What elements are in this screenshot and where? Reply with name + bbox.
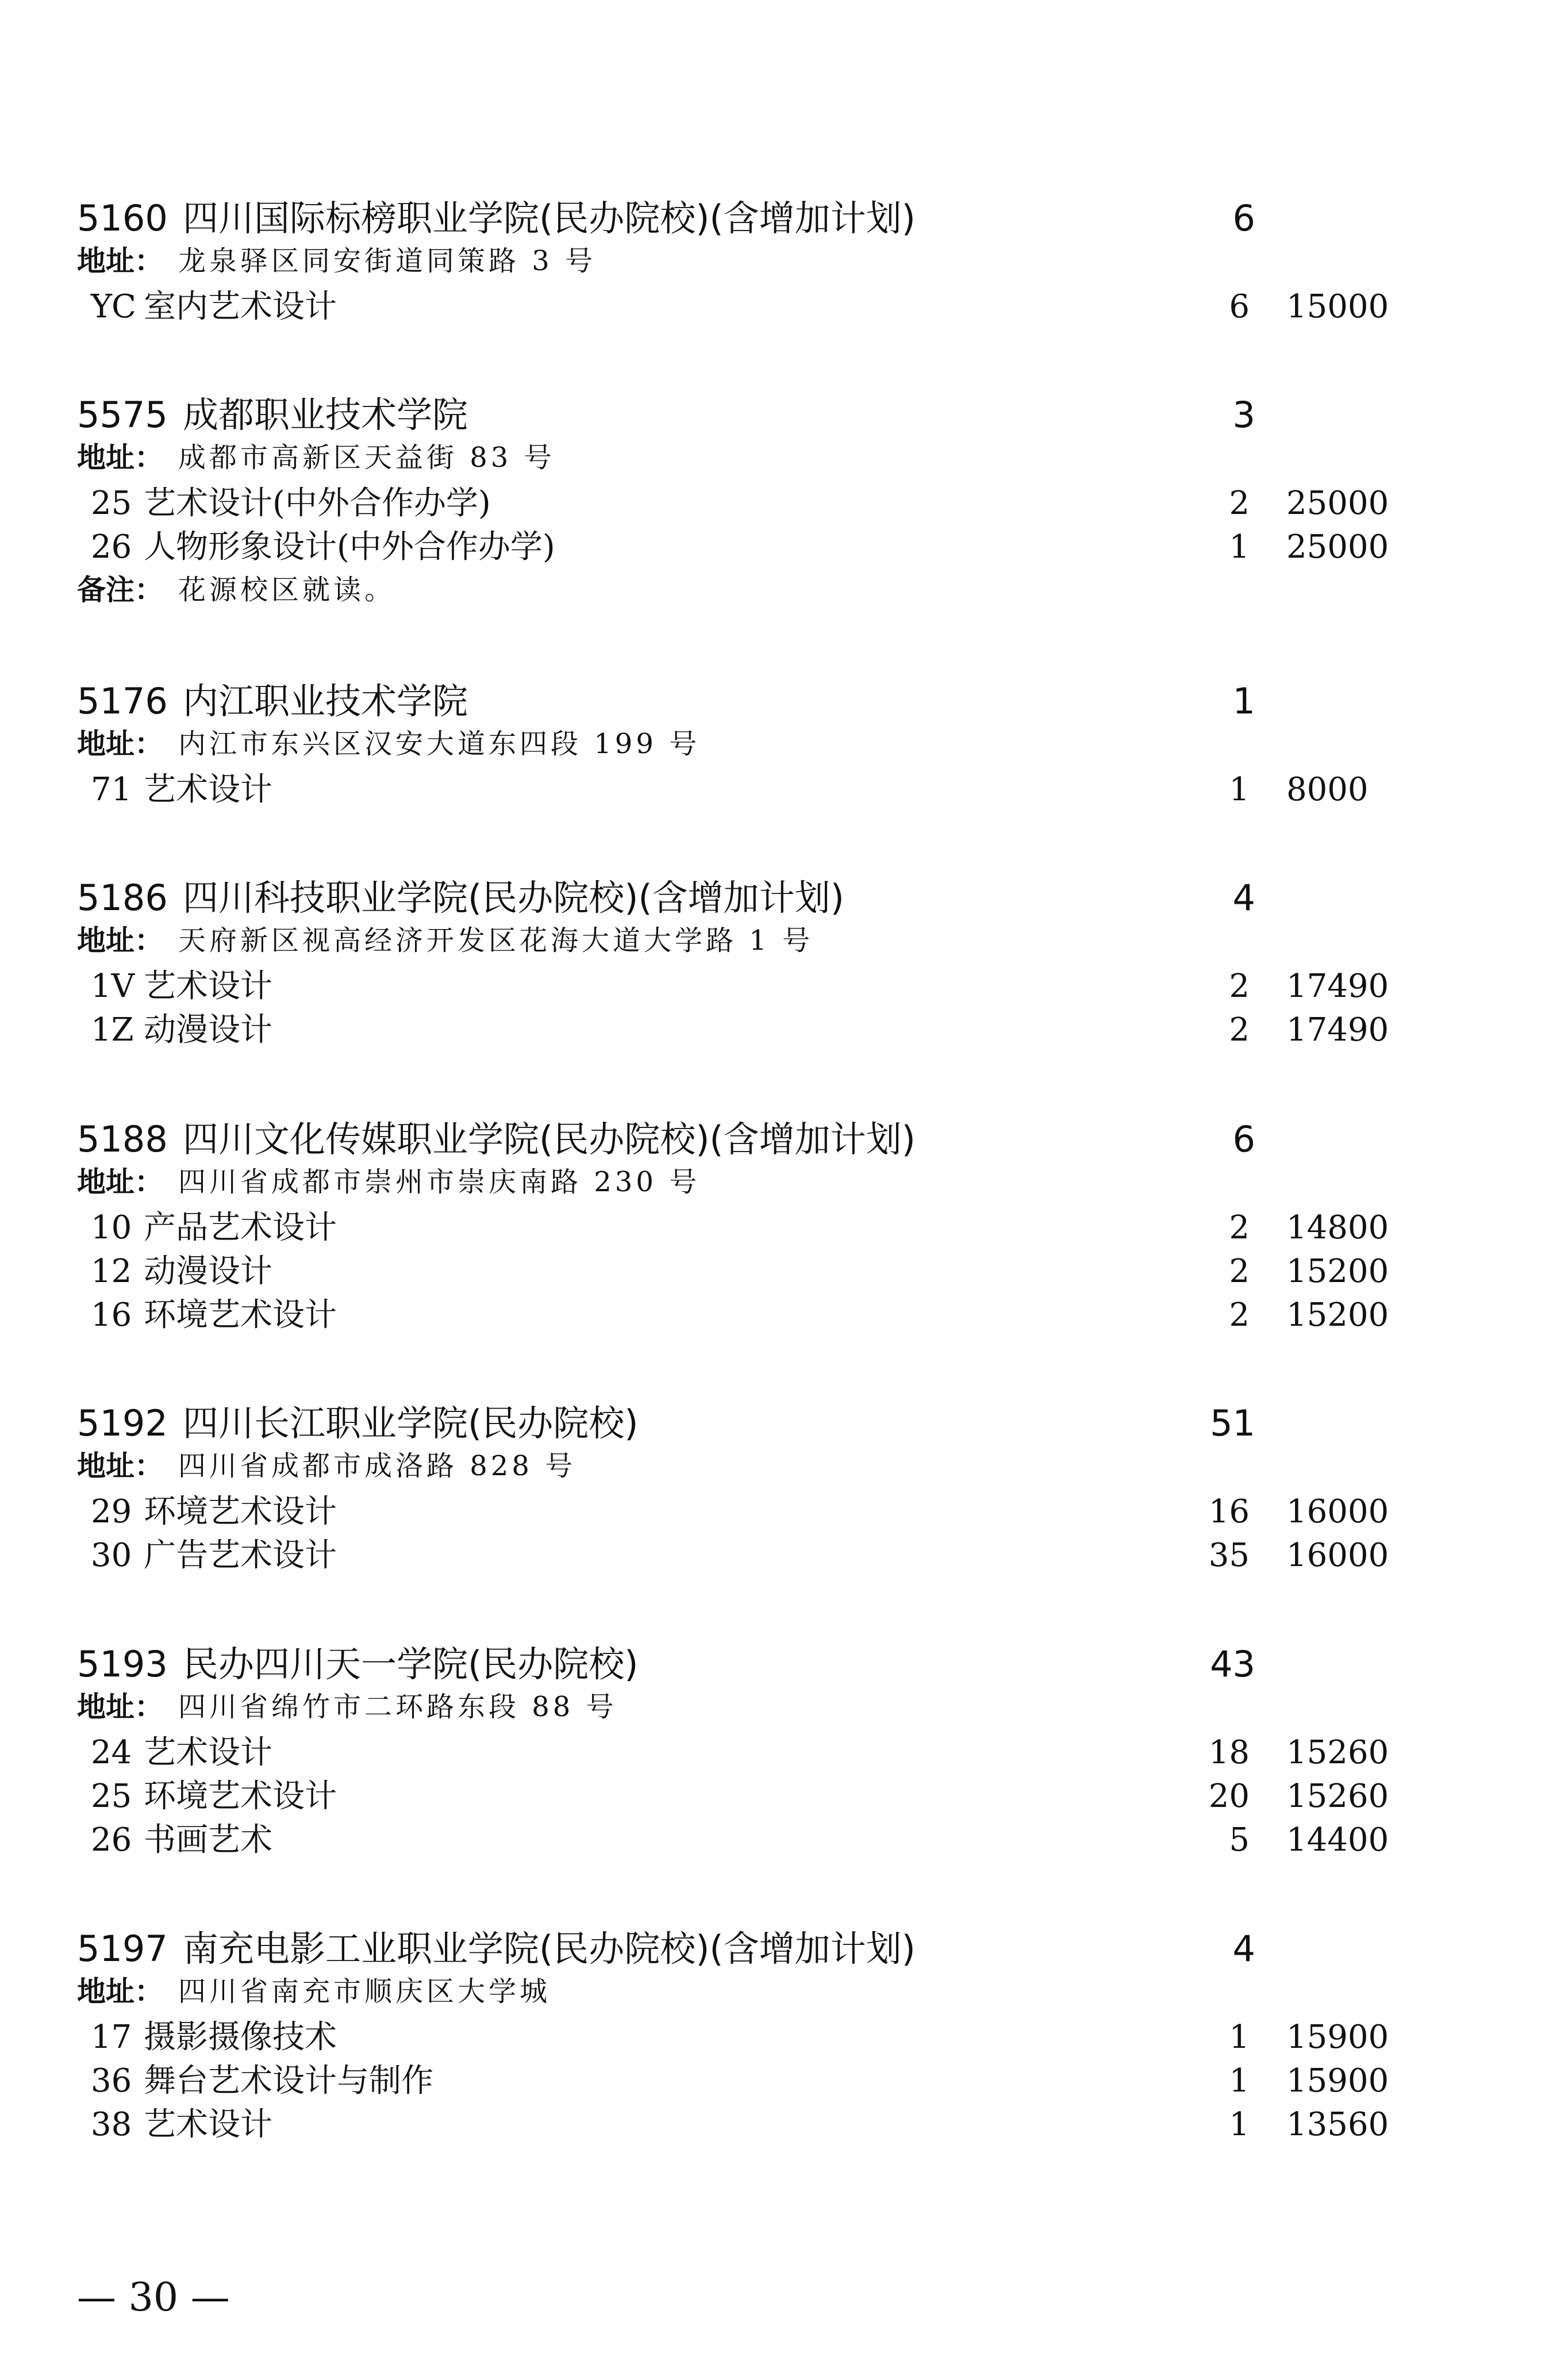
address-label: 地址： xyxy=(77,1165,163,1199)
major-count: 1 xyxy=(1229,2106,1250,2143)
major-code: 36 xyxy=(91,2062,132,2100)
institution-total: 6 xyxy=(1232,197,1255,239)
institution-total: 1 xyxy=(1232,680,1255,722)
institution-header xyxy=(0,1116,1568,1162)
major-fee: 15260 xyxy=(1286,1734,1389,1771)
major-count: 2 xyxy=(1229,485,1250,522)
institution-address-line xyxy=(0,1162,1568,1202)
address-label: 地址： xyxy=(77,924,163,957)
institution-code: 5192 xyxy=(77,1402,168,1444)
address-text: 四川省成都市成洛路 828 号 xyxy=(178,1450,577,1482)
major-fee: 16000 xyxy=(1286,1537,1389,1574)
address-text: 四川省绵竹市二环路东段 88 号 xyxy=(178,1691,617,1723)
major-code: 1V xyxy=(91,968,135,1005)
major-name: 室内艺术设计 xyxy=(144,288,337,325)
major-count: 2 xyxy=(1229,1011,1250,1049)
major-code: 17 xyxy=(91,2019,132,2056)
address-label: 地址： xyxy=(77,244,163,278)
major-name: 环境艺术设计 xyxy=(144,1493,337,1530)
institution-name: 南充电影工业职业学院(民办院校)(含增加计划) xyxy=(183,1928,916,1970)
major-name: 艺术设计 xyxy=(144,1734,272,1771)
major-row xyxy=(0,2060,1568,2102)
major-code: 26 xyxy=(91,528,132,566)
major-name: 动漫设计 xyxy=(144,1011,272,1049)
major-row xyxy=(0,286,1568,328)
major-count: 1 xyxy=(1229,771,1250,808)
major-name: 书画艺术 xyxy=(144,1821,272,1859)
major-row xyxy=(0,527,1568,568)
address-text: 成都市高新区天益街 83 号 xyxy=(178,442,555,474)
major-count: 5 xyxy=(1229,1821,1250,1859)
major-count: 2 xyxy=(1229,1209,1250,1246)
major-count: 20 xyxy=(1208,1778,1250,1815)
major-name: 艺术设计(中外合作办学) xyxy=(144,485,491,522)
major-count: 2 xyxy=(1229,968,1250,1005)
major-name: 环境艺术设计 xyxy=(144,1296,337,1334)
institution-name: 内江职业技术学院 xyxy=(183,680,468,722)
institution-address-line xyxy=(0,724,1568,763)
major-count: 1 xyxy=(1229,2019,1250,2056)
address-label: 地址： xyxy=(77,441,163,474)
major-row xyxy=(0,1732,1568,1774)
major-code: 25 xyxy=(91,485,132,522)
institution-address-line xyxy=(0,1446,1568,1486)
institution-name: 民办四川天一学院(民办院校) xyxy=(183,1643,639,1685)
institution-address-line xyxy=(0,241,1568,281)
major-fee: 14800 xyxy=(1286,1209,1389,1246)
institution-address-line xyxy=(0,921,1568,960)
major-code: 26 xyxy=(91,1821,132,1859)
major-fee: 25000 xyxy=(1286,485,1389,522)
major-fee: 13560 xyxy=(1286,2106,1389,2143)
major-name: 产品艺术设计 xyxy=(144,1209,337,1246)
major-code: 30 xyxy=(91,1537,132,1574)
major-code: 10 xyxy=(91,1209,132,1246)
major-row xyxy=(0,1207,1568,1249)
institution-total: 51 xyxy=(1210,1402,1255,1444)
major-fee: 17490 xyxy=(1286,968,1389,1005)
institution-code: 5176 xyxy=(77,680,168,722)
note-text: 花源校区就读。 xyxy=(178,574,396,606)
institution-total: 4 xyxy=(1232,1928,1255,1970)
major-row xyxy=(0,1820,1568,1861)
major-code: YC xyxy=(91,288,136,325)
institution-code: 5193 xyxy=(77,1643,168,1685)
major-name: 摄影摄像技术 xyxy=(144,2019,337,2056)
institution-code: 5160 xyxy=(77,197,168,239)
address-label: 地址： xyxy=(77,1690,163,1724)
major-name: 舞台艺术设计与制作 xyxy=(144,2062,433,2100)
address-label: 地址： xyxy=(77,1449,163,1483)
major-fee: 15900 xyxy=(1286,2062,1389,2100)
major-fee: 17490 xyxy=(1286,1011,1389,1049)
institution-name: 四川科技职业学院(民办院校)(含增加计划) xyxy=(183,877,844,919)
major-row xyxy=(0,483,1568,524)
address-label: 地址： xyxy=(77,727,163,761)
major-fee: 15000 xyxy=(1286,288,1389,325)
institution-code: 5575 xyxy=(77,394,168,436)
major-count: 2 xyxy=(1229,1253,1250,1290)
page-number: — 30 — xyxy=(77,2275,230,2320)
institution-header xyxy=(0,875,1568,921)
institution-address-line xyxy=(0,1972,1568,2011)
major-row xyxy=(0,2017,1568,2058)
institution-code: 5188 xyxy=(77,1118,168,1160)
major-name: 艺术设计 xyxy=(144,968,272,1005)
institution-total: 3 xyxy=(1232,394,1255,436)
major-fee: 16000 xyxy=(1286,1493,1389,1530)
major-name: 广告艺术设计 xyxy=(144,1537,337,1574)
major-fee: 14400 xyxy=(1286,1821,1389,1859)
institution-header xyxy=(0,392,1568,438)
major-name: 环境艺术设计 xyxy=(144,1778,337,1815)
major-row xyxy=(0,966,1568,1007)
major-code: 16 xyxy=(91,1296,132,1334)
major-code: 1Z xyxy=(91,1011,134,1049)
major-row xyxy=(0,1295,1568,1336)
institution-header xyxy=(0,1926,1568,1972)
address-text: 天府新区视高经济开发区花海大道大学路 1 号 xyxy=(178,924,814,957)
major-code: 24 xyxy=(91,1734,132,1771)
major-count: 6 xyxy=(1229,288,1250,325)
institution-code: 5186 xyxy=(77,877,168,919)
major-fee: 15260 xyxy=(1286,1778,1389,1815)
major-fee: 15900 xyxy=(1286,2019,1389,2056)
major-name: 艺术设计 xyxy=(144,771,272,808)
major-row xyxy=(0,1491,1568,1533)
major-code: 29 xyxy=(91,1493,132,1530)
address-label: 地址： xyxy=(77,1975,163,2008)
address-text: 内江市东兴区汉安大道东四段 199 号 xyxy=(178,728,701,760)
institution-total: 4 xyxy=(1232,877,1255,919)
major-row xyxy=(0,1010,1568,1051)
institution-address-line xyxy=(0,438,1568,477)
institution-name: 四川国际标榜职业学院(民办院校)(含增加计划) xyxy=(183,197,916,239)
institution-name: 成都职业技术学院 xyxy=(183,394,468,436)
major-fee: 15200 xyxy=(1286,1253,1389,1290)
major-code: 38 xyxy=(91,2106,132,2143)
institution-address-line xyxy=(0,1687,1568,1726)
major-code: 25 xyxy=(91,1778,132,1815)
major-count: 1 xyxy=(1229,528,1250,566)
major-count: 16 xyxy=(1208,1493,1250,1530)
major-row xyxy=(0,2104,1568,2146)
institution-header xyxy=(0,678,1568,724)
major-fee: 25000 xyxy=(1286,528,1389,566)
major-name: 人物形象设计(中外合作办学) xyxy=(144,528,555,566)
major-name: 艺术设计 xyxy=(144,2106,272,2143)
address-text: 四川省成都市崇州市崇庆南路 230 号 xyxy=(178,1166,701,1198)
institution-header xyxy=(0,195,1568,241)
institution-total: 43 xyxy=(1210,1643,1255,1685)
major-name: 动漫设计 xyxy=(144,1253,272,1290)
major-row xyxy=(0,1776,1568,1817)
major-count: 18 xyxy=(1208,1734,1250,1771)
institution-note-line xyxy=(0,570,1568,609)
institution-header xyxy=(0,1641,1568,1687)
institution-header xyxy=(0,1400,1568,1446)
major-count: 2 xyxy=(1229,1296,1250,1334)
major-row xyxy=(0,769,1568,811)
major-code: 71 xyxy=(91,771,132,808)
note-label: 备注： xyxy=(77,573,163,607)
major-fee: 15200 xyxy=(1286,1296,1389,1334)
major-count: 35 xyxy=(1208,1537,1250,1574)
institution-code: 5197 xyxy=(77,1928,168,1970)
institution-name: 四川长江职业学院(民办院校) xyxy=(183,1402,639,1444)
major-row xyxy=(0,1535,1568,1576)
major-count: 1 xyxy=(1229,2062,1250,2100)
institution-total: 6 xyxy=(1232,1118,1255,1160)
major-fee: 8000 xyxy=(1286,771,1369,808)
major-code: 12 xyxy=(91,1253,132,1290)
major-row xyxy=(0,1251,1568,1292)
address-text: 龙泉驿区同安街道同策路 3 号 xyxy=(178,245,597,277)
address-text: 四川省南充市顺庆区大学城 xyxy=(178,1975,551,2008)
institution-name: 四川文化传媒职业学院(民办院校)(含增加计划) xyxy=(183,1118,916,1160)
